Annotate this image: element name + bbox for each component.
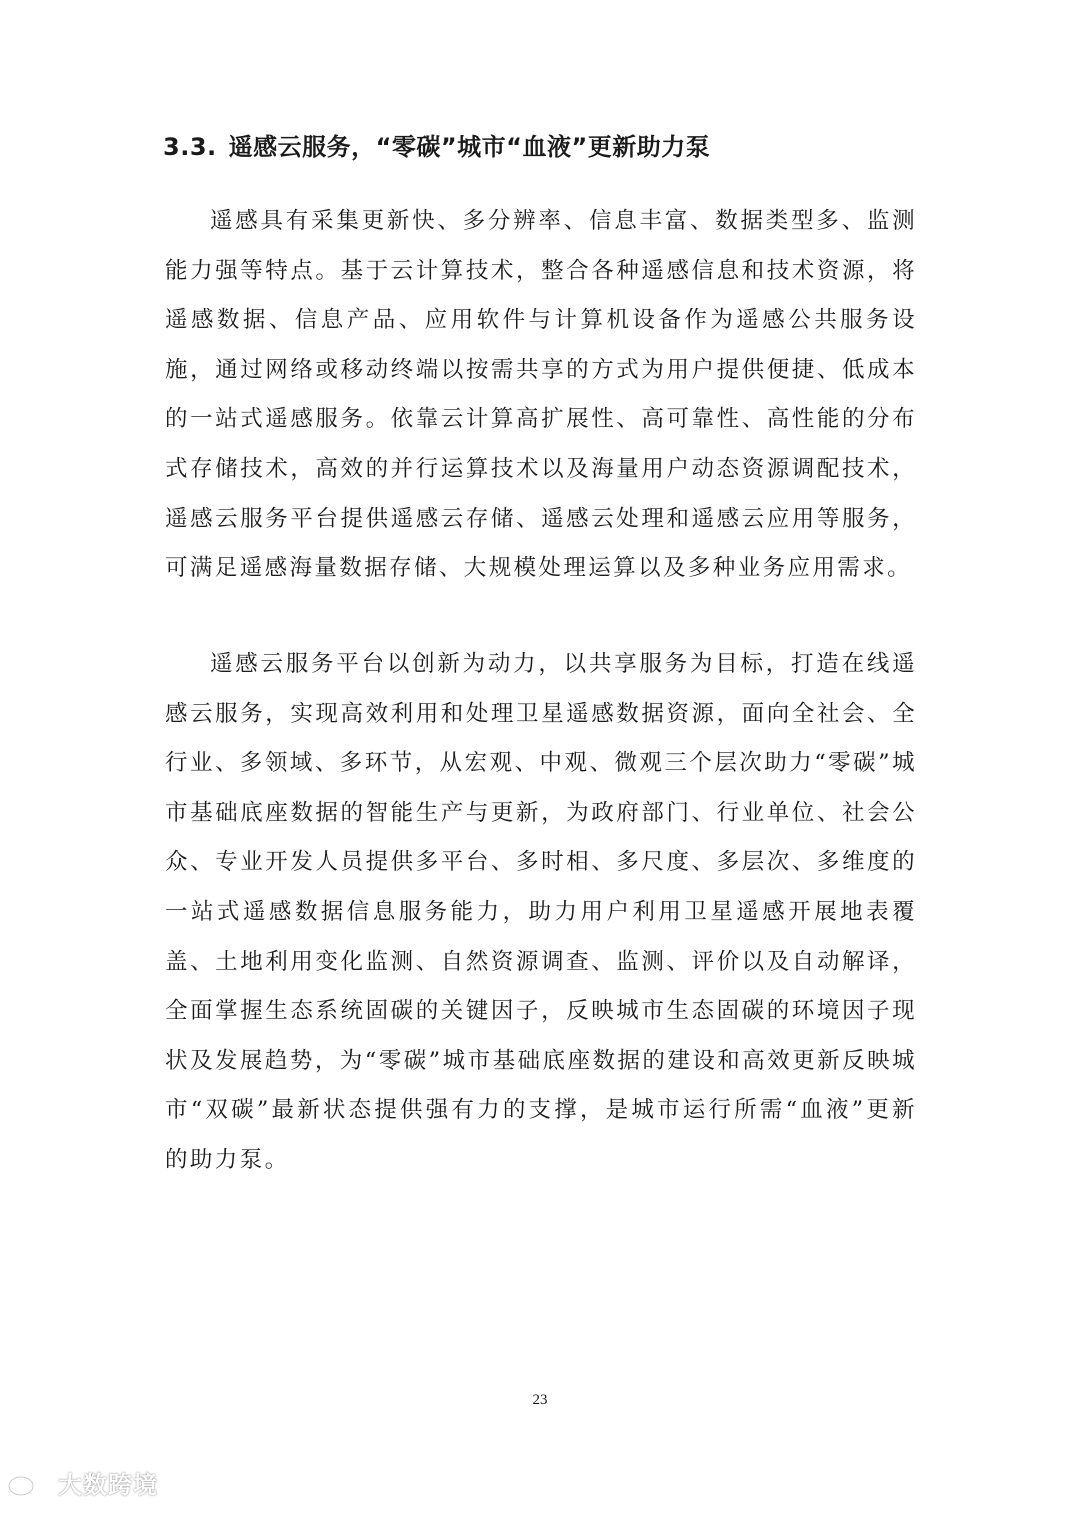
page-number: 23: [532, 1392, 548, 1408]
paragraph: 遥感具有采集更新快、多分辨率、信息丰富、数据类型多、监测能力强等特点。基于云计算技术，整合各种遥感信息和技术资源，将遥感数据、信息产品、应用软件与计算机设备作为遥感公共服务设施，通过网络或移动终端以按需共享的方式为用户提供便捷、低成本的一站式遥感服务。依靠云计算高扩展性、高可靠性、高性能的分布式存储技术，高效的并行运算技术以及海量用户动态资源调配技术，遥感云服务平台提供遥感云存储、遥感云处理和遥感云应用等服务，可满足遥感海量数据存储、大规模处理运算以及多种业务应用需求。: [165, 208, 917, 582]
section-number: 3.3.: [163, 133, 217, 161]
weibo-logo-icon: [6, 1465, 52, 1499]
section-title: 遥感云服务，“零碳”城市“血液”更新助力泵: [228, 133, 711, 161]
paragraph: 遥感云服务平台以创新为动力，以共享服务为目标，打造在线遥感云服务，实现高效利用和处理卫星遥感数据资源，面向全社会、全行业、多领域、多环节，从宏观、中观、微观三个层次助力“零碳”城市基础底座数据的智能生产与更新，为政府部门、行业单位、社会公众、专业开发人员提供多平台、多时相、多尺度、多层次、多维度的一站式遥感数据信息服务能力，助力用户利用卫星遥感开展地表覆盖、土地利用变化监测、自然资源调查、监测、评价以及自动解译，全面掌握生态系统固碳的关键因子，反映城市生态固碳的环境因子现状及发展趋势，为“零碳”城市基础底座数据的建设和高效更新反映城市“双碳”最新状态提供强有力的支撑，是城市运行所需“血液”更新的助力泵。: [165, 651, 917, 1173]
paragraph-1-block: [165, 197, 917, 594]
watermark-text: 大数跨境: [58, 1470, 158, 1499]
paragraph-2-block: [165, 640, 917, 1186]
watermark: [6, 1462, 158, 1502]
section-heading: [163, 128, 923, 166]
